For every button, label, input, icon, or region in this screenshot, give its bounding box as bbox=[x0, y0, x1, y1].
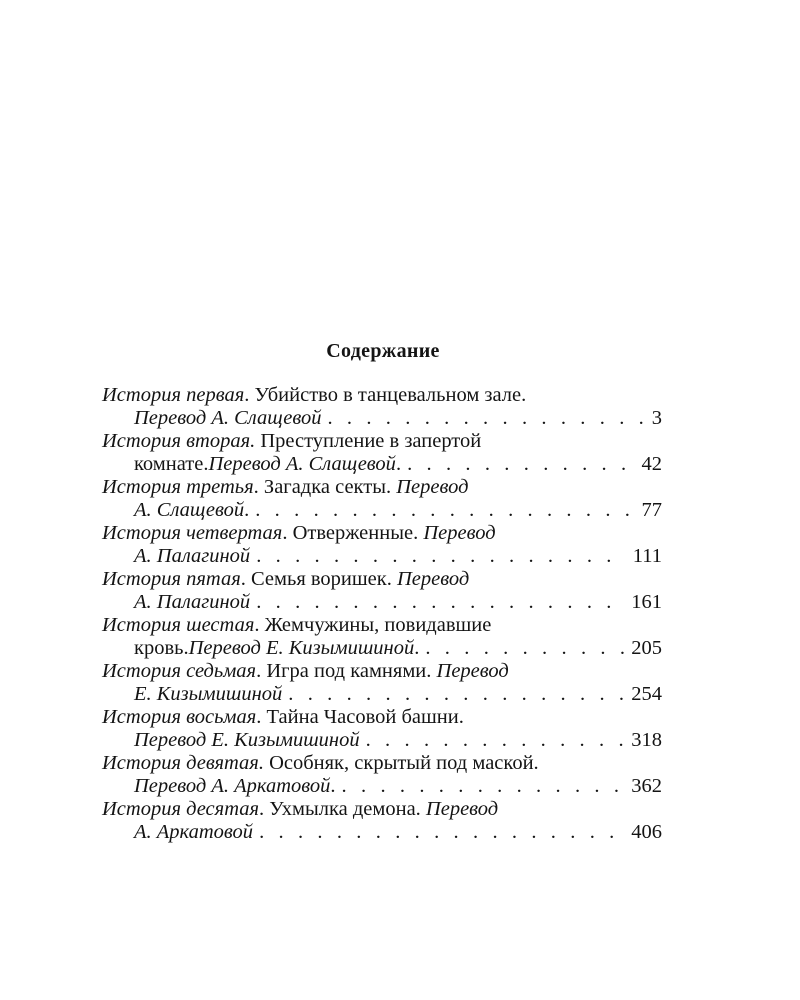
separator: . bbox=[256, 706, 262, 728]
story-title: Игра под камнями. bbox=[261, 660, 437, 682]
toc-entry-line2 bbox=[102, 729, 662, 752]
dot-leader bbox=[256, 591, 625, 614]
page-number: 362 bbox=[631, 775, 662, 797]
dot-leader bbox=[366, 729, 626, 752]
story-title: Загадка секты. bbox=[258, 476, 397, 498]
toc-entry bbox=[102, 614, 662, 660]
story-title: Особняк, скрытый под маской. bbox=[263, 752, 539, 774]
punctuation: . bbox=[414, 637, 420, 659]
separator: . bbox=[256, 660, 262, 682]
toc-entry-line1 bbox=[102, 430, 662, 453]
toc-entry-line2 bbox=[102, 637, 662, 660]
translator: Перевод Е. Кизымишиной bbox=[134, 729, 360, 751]
separator: . bbox=[253, 476, 259, 498]
story-number: История шестая bbox=[102, 614, 255, 636]
translator-label: Перевод bbox=[423, 522, 496, 544]
story-title: Преступление в запертой bbox=[255, 430, 482, 452]
story-number: История девятая. bbox=[102, 752, 264, 774]
page-number: 406 bbox=[631, 821, 662, 843]
dot-leader bbox=[342, 775, 626, 798]
punctuation: . bbox=[330, 775, 336, 797]
toc-entry bbox=[102, 476, 662, 522]
toc-entry bbox=[102, 568, 662, 614]
page-number: 3 bbox=[651, 407, 662, 429]
toc-entry bbox=[102, 752, 662, 798]
translator: Е. Кизымишиной bbox=[134, 683, 283, 705]
page-number: 77 bbox=[641, 499, 662, 521]
toc-entry bbox=[102, 522, 662, 568]
translator: Перевод А. Слащевой bbox=[208, 453, 396, 475]
translator-label: Перевод bbox=[397, 568, 470, 590]
story-title: Жемчужины, повидавшие bbox=[259, 614, 492, 636]
story-number: История вторая. bbox=[102, 430, 256, 452]
punctuation: . bbox=[395, 453, 402, 475]
story-number: История десятая bbox=[102, 798, 260, 820]
toc-entry bbox=[102, 798, 662, 844]
page-number: 205 bbox=[631, 637, 662, 659]
separator: . bbox=[254, 614, 260, 636]
page-number: 318 bbox=[631, 729, 662, 751]
translator-label: Перевод bbox=[396, 476, 469, 498]
page-number: 254 bbox=[631, 683, 662, 705]
toc-list bbox=[102, 384, 662, 844]
story-title-cont: кровь. bbox=[134, 637, 189, 659]
story-title: Отверженные. bbox=[287, 522, 424, 544]
toc-entry bbox=[102, 660, 662, 706]
page-number: 161 bbox=[631, 591, 662, 613]
translator: Перевод А. Слащевой bbox=[134, 407, 322, 429]
toc-entry-line1 bbox=[102, 522, 662, 545]
toc-entry-line1 bbox=[102, 568, 662, 591]
toc-entry-line1 bbox=[102, 752, 662, 775]
separator: . bbox=[282, 522, 288, 544]
toc-entry-line1 bbox=[102, 660, 662, 683]
toc-entry-line2 bbox=[102, 821, 662, 844]
translator-label: Перевод bbox=[425, 798, 499, 820]
toc-entry-line2 bbox=[102, 775, 662, 798]
toc-entry-line2 bbox=[102, 407, 662, 430]
toc-entry-line2 bbox=[102, 499, 662, 522]
story-number: История седьмая bbox=[102, 660, 257, 682]
toc-entry-line1 bbox=[102, 798, 662, 821]
translator: Перевод А. Аркатовой bbox=[134, 775, 331, 797]
translator: А. Палагиной bbox=[134, 545, 251, 567]
story-title-cont: комнате. bbox=[134, 453, 209, 475]
separator: . bbox=[240, 568, 246, 590]
story-title: Убийство в танцевальном зале. bbox=[249, 384, 527, 406]
translator: А. Аркатовой bbox=[134, 821, 254, 843]
translator: Перевод Е. Кизымишиной bbox=[188, 637, 415, 659]
separator: . bbox=[244, 384, 250, 406]
dot-leader bbox=[327, 407, 645, 430]
story-title: Семья воришек. bbox=[245, 568, 397, 590]
punctuation: . bbox=[244, 499, 250, 521]
story-title: Тайна Часовой башни. bbox=[261, 706, 464, 728]
toc-entry-line1 bbox=[102, 476, 662, 499]
toc-entry bbox=[102, 430, 662, 476]
dot-leader bbox=[288, 683, 625, 706]
toc-entry bbox=[102, 706, 662, 752]
toc-entry-line2 bbox=[102, 591, 662, 614]
page-number: 42 bbox=[641, 453, 662, 475]
dot-leader bbox=[259, 821, 625, 844]
translator-label: Перевод bbox=[436, 660, 509, 682]
dot-leader bbox=[425, 637, 625, 660]
story-number: История пятая bbox=[102, 568, 241, 590]
story-number: История третья bbox=[102, 476, 254, 498]
toc-entry-line2 bbox=[102, 453, 662, 476]
dot-leader bbox=[407, 453, 635, 476]
toc-entry-line1 bbox=[102, 384, 662, 407]
story-number: История первая bbox=[102, 384, 245, 406]
story-title: Ухмылка демона. bbox=[264, 798, 426, 820]
translator: А. Слащевой bbox=[134, 499, 245, 521]
toc-entry-line2 bbox=[102, 545, 662, 568]
toc-entry-line1 bbox=[102, 706, 662, 729]
separator: . bbox=[259, 798, 265, 820]
toc-title: Содержание bbox=[326, 340, 440, 362]
dot-leader bbox=[255, 499, 635, 522]
story-number: История восьмая bbox=[102, 706, 257, 728]
translator: А. Палагиной bbox=[134, 591, 251, 613]
toc-entry bbox=[102, 384, 662, 430]
toc-entry-line2 bbox=[102, 683, 662, 706]
story-number: История четвертая bbox=[102, 522, 283, 544]
dot-leader bbox=[256, 545, 627, 568]
page-number: 111 bbox=[632, 545, 662, 567]
toc-entry-line1 bbox=[102, 614, 662, 637]
